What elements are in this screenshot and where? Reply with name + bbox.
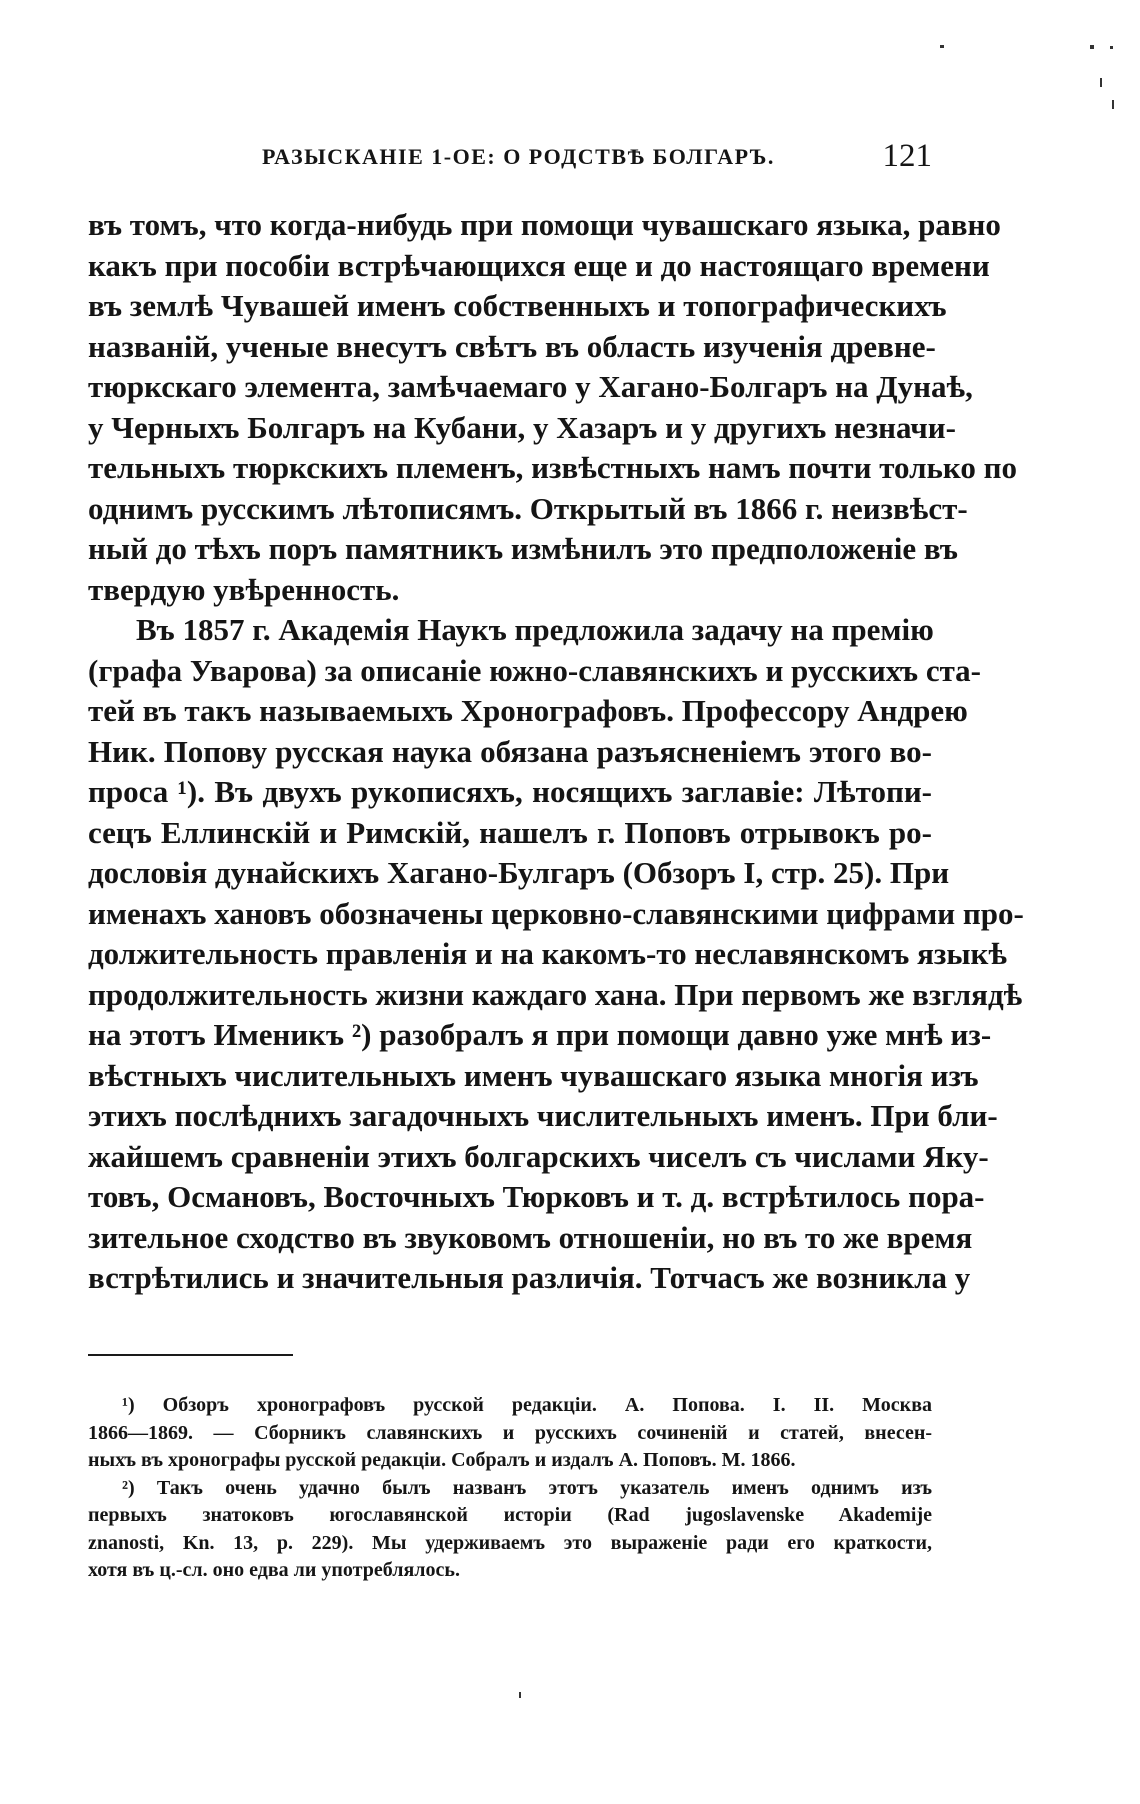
text-line: у Черныхъ Болгаръ на Кубани, у Хазаръ и у другихъ незначи- (88, 409, 956, 445)
running-title: РАЗЫСКАНІЕ 1-ОЕ: О РОДСТВѢ БОЛГАРЪ. (262, 144, 775, 169)
text-line: должительность правленія и на какомъ-то неславянскомъ языкѣ (88, 936, 1007, 971)
text-line: тей въ такъ называемыхъ Хронографовъ. Профессору Андрею (88, 693, 968, 728)
text-line: въ томъ, что когда-нибудь при помощи чувашскаго языка, равно (88, 207, 1001, 242)
scan-speck (1090, 45, 1094, 49)
text-line: этихъ послѣднихъ загадочныхъ числительныхъ именъ. При бли- (88, 1098, 998, 1133)
text-line: товъ, Османовъ, Восточныхъ Тюрковъ и т. д. встрѣтилось пора- (88, 1179, 985, 1214)
scan-speck (940, 45, 944, 48)
text-line: (графа Уварова) за описаніе южно-славянскихъ и русскихъ ста- (88, 652, 982, 688)
text-line: названій, ученые внесутъ свѣтъ въ область изученія древне- (88, 328, 936, 364)
running-header (262, 138, 932, 178)
footnote-2-line: ²) Такъ очень удачно былъ названъ этотъ указатель именъ однимъ изъ (122, 1476, 932, 1499)
text-line: тюркскаго элемента, замѣчаемаго у Хагано-Болгаръ на Дунаѣ, (88, 369, 973, 404)
scan-speck (1110, 46, 1113, 49)
body-text (88, 205, 1024, 1299)
footnote-2-line: хотя въ ц.-сл. оно едва ли употреблялось. (88, 1559, 460, 1581)
text-line: проса ¹). Въ двухъ рукописяхъ, носящихъ заглавіе: Лѣтопи- (88, 774, 932, 809)
footnote-1-line: ныхъ въ хронографы русской редакціи. Собралъ и издалъ А. Поповъ. М. 1866. (88, 1449, 796, 1471)
text-line: твердую увѣренность. (88, 571, 400, 607)
footnote-1-line: ¹) Обзоръ хронографовъ русской редакціи. А. Попова. I. II. Москва (122, 1394, 932, 1416)
text-line: именахъ хановъ обозначены церковно-славянскими цифрами про- (88, 895, 1024, 931)
text-line: Ник. Попову русская наука обязана разъясненіемъ этого во- (88, 733, 932, 769)
scan-speck (1100, 78, 1102, 87)
text-line: въ землѣ Чувашей именъ собственныхъ и топографическихъ (88, 288, 947, 323)
footnote-1-line: 1866—1869. — Сборникъ славянскихъ и русскихъ сочиненій и статей, внесен- (88, 1421, 932, 1444)
text-line: продолжительность жизни каждаго хана. При первомъ же взглядѣ (88, 976, 1023, 1012)
text-line: жайшемъ сравненіи этихъ болгарскихъ чиселъ съ числами Яку- (88, 1138, 989, 1174)
paragraph-start-line: Въ 1857 г. Академія Наукъ предложила задачу на премію (136, 612, 934, 647)
footnote-2-line: первыхъ знатоковъ югославянской исторіи (Rad jugoslavenske Akademije (88, 1504, 932, 1526)
text-line: на этотъ Именикъ ²) разобралъ я при помощи давно уже мнѣ из- (88, 1017, 992, 1052)
footnote-divider (88, 1354, 293, 1356)
text-line: однимъ русскимъ лѣтописямъ. Открытый въ 1866 г. неизвѣст- (88, 490, 968, 526)
text-line: сецъ Еллинскій и Римскій, нашелъ г. Поповъ отрывокъ ро- (88, 814, 932, 850)
scan-speck (1112, 100, 1114, 109)
text-line: ный до тѣхъ поръ памятникъ измѣнилъ это предположеніе въ (88, 531, 958, 566)
text-line: вѣстныхъ числительныхъ именъ чувашскаго языка многія изъ (88, 1057, 979, 1093)
text-line: встрѣтились и значительныя различія. Тотчасъ же возникла у (88, 1260, 971, 1295)
text-line: дословія дунайскихъ Хагано-Булгаръ (Обзоръ I, стр. 25). При (88, 855, 950, 890)
page-number: 121 (882, 138, 932, 174)
footnote-2-line: znanosti, Kn. 13, p. 229). Мы удерживаемъ это выраженіе ради его краткости, (88, 1531, 932, 1554)
text-line: тельныхъ тюркскихъ племенъ, извѣстныхъ намъ почти только по (88, 450, 1017, 485)
text-line: какъ при пособіи встрѣчающихся еще и до настоящаго времени (88, 247, 990, 283)
scan-speck (519, 1692, 521, 1698)
text-line: зительное сходство въ звуковомъ отношеніи, но въ то же время (88, 1219, 973, 1255)
footnotes (88, 1392, 932, 1585)
